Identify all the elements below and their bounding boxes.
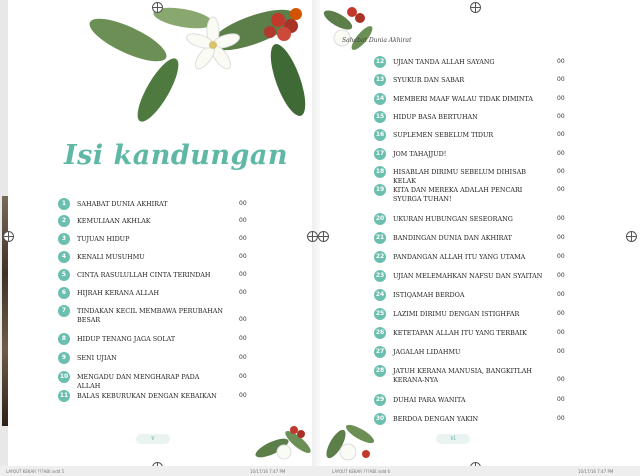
- registration-mark: [152, 2, 163, 13]
- page-ref: 00: [557, 58, 565, 65]
- chapter-title: TINDAKAN KECIL MEMBAWA PERUBAHAN BESAR: [77, 307, 223, 324]
- chapter-title: KITA DAN MEREKA ADALAH PENCARI SYURGA TUHAN!: [393, 186, 523, 203]
- page-number-folio: v: [136, 434, 170, 444]
- chapter-number-badge: 25: [374, 308, 386, 320]
- page-ref: 00: [557, 168, 565, 175]
- chapter-number-badge: 22: [374, 251, 386, 263]
- chapter-title: BALAS KEBURUKAN DENGAN KEBAIKAN: [77, 392, 217, 400]
- chapter-title: KETETAPAN ALLAH ITU YANG TERBAIK: [393, 329, 527, 337]
- chapter-title: MEMBERI MAAF WALAU TIDAK DIMINTA: [393, 95, 534, 103]
- page-title: Isi kandungan: [64, 140, 288, 171]
- page-ref: 00: [239, 335, 247, 342]
- chapter-number-badge: 11: [58, 390, 70, 402]
- page-ref: 00: [557, 131, 565, 138]
- chapter-number-badge: 10: [58, 371, 70, 383]
- chapter-number-badge: 2: [58, 215, 70, 227]
- chapter-number-badge: 3: [58, 233, 70, 245]
- coffee-flower-illustration-small: [322, 0, 378, 56]
- chapter-number-badge: 21: [374, 232, 386, 244]
- chapter-title: LAZIMI DIRIMU DENGAN ISTIGHFAR: [393, 310, 520, 318]
- page-ref: 00: [239, 373, 247, 380]
- chapter-title: BERDOA DENGAN YAKIN: [393, 415, 479, 423]
- chapter-title: ISTIQAMAH BERDOA: [393, 291, 465, 299]
- coffee-flower-illustration: [88, 0, 312, 122]
- chapter-number-badge: 19: [374, 184, 386, 196]
- chapter-number-badge: 27: [374, 346, 386, 358]
- page-ref: 00: [557, 95, 565, 102]
- chapter-number-badge: 13: [374, 74, 386, 86]
- chapter-title: JAGALAH LIDAHMU: [393, 348, 461, 356]
- chapter-number-badge: 1: [58, 198, 70, 210]
- chapter-number-badge: 26: [374, 327, 386, 339]
- chapter-number-badge: 8: [58, 333, 70, 345]
- chapter-number-badge: 23: [374, 270, 386, 282]
- chapter-number-badge: 15: [374, 111, 386, 123]
- chapter-title: JATUH KERANA MANUSIA, BANGKITLAH KERANA-NYA: [393, 367, 532, 384]
- page-ref: 00: [557, 113, 565, 120]
- chapter-title: SUPLEMEN SEBELUM TIDUR: [393, 131, 494, 139]
- registration-mark: [470, 2, 481, 13]
- page-ref: 00: [239, 271, 247, 278]
- chapter-number-badge: 20: [374, 213, 386, 225]
- chapter-title: CINTA RASULULLAH CINTA TERINDAH: [77, 271, 211, 279]
- chapter-number-badge: 17: [374, 148, 386, 160]
- chapter-title: UJIAN MELEMAHKAN NAFSU DAN SYAITAN: [393, 272, 543, 280]
- chapter-title: UKURAN HUBUNGAN SESEORANG: [393, 215, 513, 223]
- chapter-title: HIDUP BASA BERTUHAN: [393, 113, 478, 121]
- chapter-title: HISABLAH DIRIMU SEBELUM DIHISAB KELAK: [393, 168, 526, 185]
- chapter-number-badge: 4: [58, 251, 70, 263]
- print-slug-line: [0, 466, 640, 476]
- slug-left-file: LAYOUT KEKAR ???ABI.indd 5: [6, 469, 65, 474]
- page-ref: 00: [239, 289, 247, 296]
- page-ref: 00: [557, 76, 565, 83]
- page-ref: 00: [239, 354, 247, 361]
- chapter-number-badge: 29: [374, 394, 386, 406]
- chapter-title: KEMULIAAN AKHLAK: [77, 217, 151, 225]
- page-ref: 00: [557, 396, 565, 403]
- chapter-title: MENGADU DAN MENGHARAP PADA ALLAH: [77, 373, 200, 390]
- chapter-number-badge: 7: [58, 305, 70, 317]
- coffee-flower-corner-illustration: [254, 418, 312, 466]
- chapter-number-badge: 28: [374, 365, 386, 377]
- chapter-number-badge: 14: [374, 93, 386, 105]
- page-ref: 00: [239, 200, 247, 207]
- chapter-number-badge: 9: [58, 352, 70, 364]
- leaf-shape: [130, 53, 185, 122]
- page-ref: 00: [557, 291, 565, 298]
- chapter-title: HIJRAH KERANA ALLAH: [77, 289, 160, 297]
- chapter-title: BANDINGAN DUNIA DAN AKHIRAT: [393, 234, 512, 242]
- running-header: Sahabat Dunia Akhirat: [342, 37, 412, 44]
- page-number-folio: vi: [436, 434, 470, 444]
- page-ref: 00: [557, 150, 565, 157]
- page-ref: 00: [239, 235, 247, 242]
- chapter-title: DUHAI PARA WANITA: [393, 396, 466, 404]
- chapter-title: SENI UJIAN: [77, 354, 117, 362]
- registration-mark: [626, 231, 637, 242]
- chapter-title: UJIAN TANDA ALLAH SAYANG: [393, 58, 495, 66]
- chapter-title: TUJUAN HIDUP: [77, 235, 130, 243]
- page-ref: 00: [239, 253, 247, 260]
- chapter-number-badge: 16: [374, 129, 386, 141]
- page-ref: 00: [239, 316, 247, 323]
- page-ref: 00: [557, 376, 565, 383]
- chapter-title: JOM TAHAJJUD!: [393, 150, 447, 158]
- registration-mark: [318, 231, 329, 242]
- slug-left-time: 10/17/16 7:47 PM: [250, 469, 286, 474]
- chapter-number-badge: 12: [374, 56, 386, 68]
- chapter-number-badge: 5: [58, 269, 70, 281]
- page-ref: 00: [557, 348, 565, 355]
- page-ref: 00: [557, 329, 565, 336]
- page-ref: 00: [557, 186, 565, 193]
- chapter-title: HIDUP TENANG JAGA SOLAT: [77, 335, 176, 343]
- chapter-title: SYUKUR DAN SABAR: [393, 76, 465, 84]
- registration-mark: [3, 231, 14, 242]
- chapter-title: PANDANGAN ALLAH ITU YANG UTAMA: [393, 253, 526, 261]
- page-ref: 00: [557, 253, 565, 260]
- registration-mark: [307, 231, 318, 242]
- chapter-title: KENALI MUSUHMU: [77, 253, 145, 261]
- page-ref: 00: [557, 415, 565, 422]
- page-ref: 00: [557, 310, 565, 317]
- page-ref: 00: [239, 217, 247, 224]
- slug-right-file: LAYOUT KEKAR ???ABI.indd 6: [332, 469, 391, 474]
- chapter-number-badge: 6: [58, 287, 70, 299]
- coffee-flower-corner-illustration: [322, 414, 378, 466]
- chapter-number-badge: 30: [374, 413, 386, 425]
- leaf-shape: [264, 40, 312, 120]
- page-ref: 00: [557, 215, 565, 222]
- chapter-title: SAHABAT DUNIA AKHIRAT: [77, 200, 168, 208]
- page-ref: 00: [239, 392, 247, 399]
- page-ref: 00: [557, 272, 565, 279]
- chapter-number-badge: 24: [374, 289, 386, 301]
- chapter-number-badge: 18: [374, 166, 386, 178]
- page-ref: 00: [557, 234, 565, 241]
- slug-right-time: 10/17/16 7:47 PM: [578, 469, 614, 474]
